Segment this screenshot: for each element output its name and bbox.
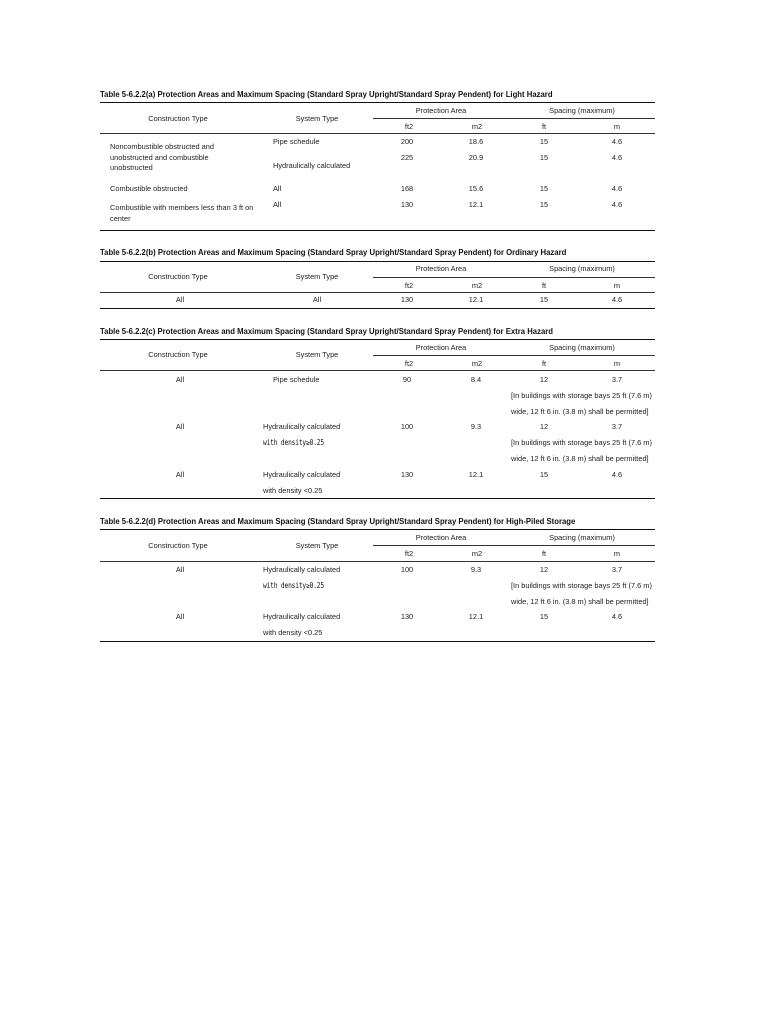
table-c-row-1-ft2: 90 [402,375,412,384]
table-c-header-system: System Type [295,350,339,359]
table-b-row-1-system: All [312,295,322,304]
table-a-row-2-m: 4.6 [611,153,623,162]
table-c-header-m2: m2 [471,359,483,368]
table-d-row-1-system: Hydraulically calculated [263,565,341,574]
table-a-bottom-rule [100,230,655,231]
table-d-header-m: m [613,549,621,558]
table-b-header-ft: ft [541,281,547,290]
table-b-header-system: System Type [295,272,339,281]
table-c-row-1-m2: 8.4 [470,375,482,384]
table-c-row-2-m: 3.7 [611,422,623,431]
table-a-subheader-rule [373,118,655,119]
table-b-header-ft2: ft2 [404,281,414,290]
table-c-row-3-construction: All [175,470,185,479]
table-d-header-spacing: Spacing (maximum) [549,533,615,542]
table-a-header-protection-area: Protection Area [415,106,467,115]
table-a-title: Table 5-6.2.2(a) Protection Areas and Maximum Spacing (Standard Spray Upright/Standard Spray Pendent) for Light Hazard [100,89,553,99]
table-a-row-2-ft2: 225 [400,153,414,162]
table-c-row-3-m2: 12.1 [468,470,484,479]
table-d-row-1-m2: 9.3 [470,565,482,574]
table-b-header-spacing: Spacing (maximum) [549,264,615,273]
table-a-row-1-m2: 18.6 [468,137,484,146]
table-b-header-rule [100,292,655,293]
table-c-row-3-m: 4.6 [611,470,623,479]
table-a-header-rule [100,133,655,134]
table-c-header-m: m [613,359,621,368]
table-a-row-3-ft: 15 [539,184,549,193]
table-b-top-rule [100,261,655,262]
table-c-row-3-system: Hydraulically calculated [263,470,341,479]
table-b-header-m: m [613,281,621,290]
table-b-header-protection-area: Protection Area [415,264,467,273]
table-d-row-1-construction: All [175,565,185,574]
table-c-row-2-construction: All [175,422,185,431]
table-a-row-1-construction: Noncombustible obstructed and unobstructed and combustible unobstructed [110,142,214,172]
table-a-row-4-ft: 15 [539,200,549,209]
table-c-row-1-system: Pipe schedule [273,375,320,384]
table-c-row-3-ft: 15 [539,470,549,479]
table-c-row-1-note-line-2: wide, 12 ft 6 in. (3.8 m) shall be permitted] [511,407,649,416]
table-b-row-1-construction: All [175,295,185,304]
table-a-row-4-system: All [273,200,282,209]
table-c-row-1-m: 3.7 [611,375,623,384]
table-d-row-2-system: Hydraulically calculated [263,612,341,621]
table-d-header-protection-area: Protection Area [415,533,467,542]
table-a-row-1-system: Pipe schedule [273,137,320,146]
table-a-row-3-m: 4.6 [611,184,623,193]
table-c-title: Table 5-6.2.2(c) Protection Areas and Maximum Spacing (Standard Spray Upright/Standard Spray Pendent) for Extra Hazard [100,326,553,336]
table-c-row-1-construction: All [175,375,185,384]
table-c-bottom-rule [100,498,655,499]
table-d-header-ft: ft [541,549,547,558]
table-a-row-4-construction: Combustible with members less than 3 ft on center [110,203,254,223]
table-b-header-construction: Construction Type [148,272,208,281]
table-a-row-1-m: 4.6 [611,137,623,146]
table-d-header-system: System Type [295,541,339,550]
table-c-subheader-rule [373,355,655,356]
table-a-row-1-ft2: 200 [400,137,414,146]
table-d-row-1-note-line-2: wide, 12 ft 6 in. (3.8 m) shall be permitted] [511,597,649,606]
table-c-header-construction: Construction Type [148,350,208,359]
table-a-row-4-m: 4.6 [611,200,623,209]
table-d-row-1-note-line-1: [In buildings with storage bays 25 ft (7.6 m) [511,581,652,590]
table-a-row-4-ft2: 130 [400,200,414,209]
table-a-top-rule [100,102,655,103]
table-a-header-ft2: ft2 [404,122,414,131]
table-a-row-1-ft: 15 [539,137,549,146]
table-d-row-1-ft: 12 [539,565,549,574]
table-d-row-2-ft: 15 [539,612,549,621]
table-d-row-2-m: 4.6 [611,612,623,621]
table-c-row-2-ft: 12 [539,422,549,431]
table-a-header-m: m [613,122,621,131]
table-c-header-ft2: ft2 [404,359,414,368]
table-d-bottom-rule [100,641,655,642]
table-a-row-2-ft: 15 [539,153,549,162]
table-b-header-m2: m2 [471,281,483,290]
table-d-row-2-ft2: 130 [400,612,414,621]
table-a-row-4-m2: 12.1 [468,200,484,209]
table-c-row-1-note-line-1: [In buildings with storage bays 25 ft (7.6 m) [511,391,652,400]
table-d-title: Table 5-6.2.2(d) Protection Areas and Maximum Spacing (Standard Spray Upright/Standard Spray Pendent) for High-Piled Storage [100,516,576,526]
table-d-row-2-construction: All [175,612,185,621]
table-c-top-rule [100,339,655,340]
table-c-row-2-ft2: 100 [400,422,414,431]
table-d-subheader-rule [373,545,655,546]
table-c-row-3-system-density: with density <0.25 [263,486,323,495]
table-c-row-2-m2: 9.3 [470,422,482,431]
table-d-top-rule [100,529,655,530]
table-c-header-ft: ft [541,359,547,368]
table-b-row-1-ft2: 130 [400,295,414,304]
table-d-header-rule [100,561,655,562]
table-a-row-3-ft2: 168 [400,184,414,193]
table-b-subheader-rule [373,277,655,278]
table-a-header-construction: Construction Type [148,114,208,123]
table-d-row-2-system-density: with density <0.25 [263,628,323,637]
table-a-header-system: System Type [295,114,339,123]
table-a-header-m2: m2 [471,122,483,131]
table-b-row-1-ft: 15 [539,295,549,304]
table-c-row-3-ft2: 130 [400,470,414,479]
table-c-header-protection-area: Protection Area [415,343,467,352]
table-d-header-m2: m2 [471,549,483,558]
table-c-header-spacing: Spacing (maximum) [549,343,615,352]
table-c-row-2-system: Hydraulically calculated [263,422,341,431]
table-d-header-ft2: ft2 [404,549,414,558]
table-a-row-2-system: Hydraulically calculated [273,161,351,170]
table-b-row-1-m: 4.6 [611,295,623,304]
table-a-header-ft: ft [541,122,547,131]
table-d-row-1-system-density: with density≥0.25 [263,581,324,590]
table-c-header-rule [100,370,655,371]
table-d-row-1-m: 3.7 [611,565,623,574]
table-a-header-spacing: Spacing (maximum) [549,106,615,115]
table-c-row-2-note-line-2: wide, 12 ft 6 in. (3.8 m) shall be permitted] [511,454,649,463]
table-d-header-construction: Construction Type [148,541,208,550]
table-a-row-3-system: All [273,184,282,193]
table-c-row-2-note-line-1: [In buildings with storage bays 25 ft (7.6 m) [511,438,652,447]
table-b-bottom-rule [100,308,655,309]
table-c-row-1-ft: 12 [539,375,549,384]
table-a-row-3-construction: Combustible obstructed [110,184,188,193]
table-b-row-1-m2: 12.1 [468,295,484,304]
table-d-row-2-m2: 12.1 [468,612,484,621]
table-a-row-3-m2: 15.6 [468,184,484,193]
table-a-row-2-m2: 20.9 [468,153,484,162]
table-b-title: Table 5-6.2.2(b) Protection Areas and Maximum Spacing (Standard Spray Upright/Standard Spray Pendent) for Ordinary Hazard [100,247,567,257]
table-d-row-1-ft2: 100 [400,565,414,574]
table-c-row-2-system-density: with density≥0.25 [263,438,324,447]
